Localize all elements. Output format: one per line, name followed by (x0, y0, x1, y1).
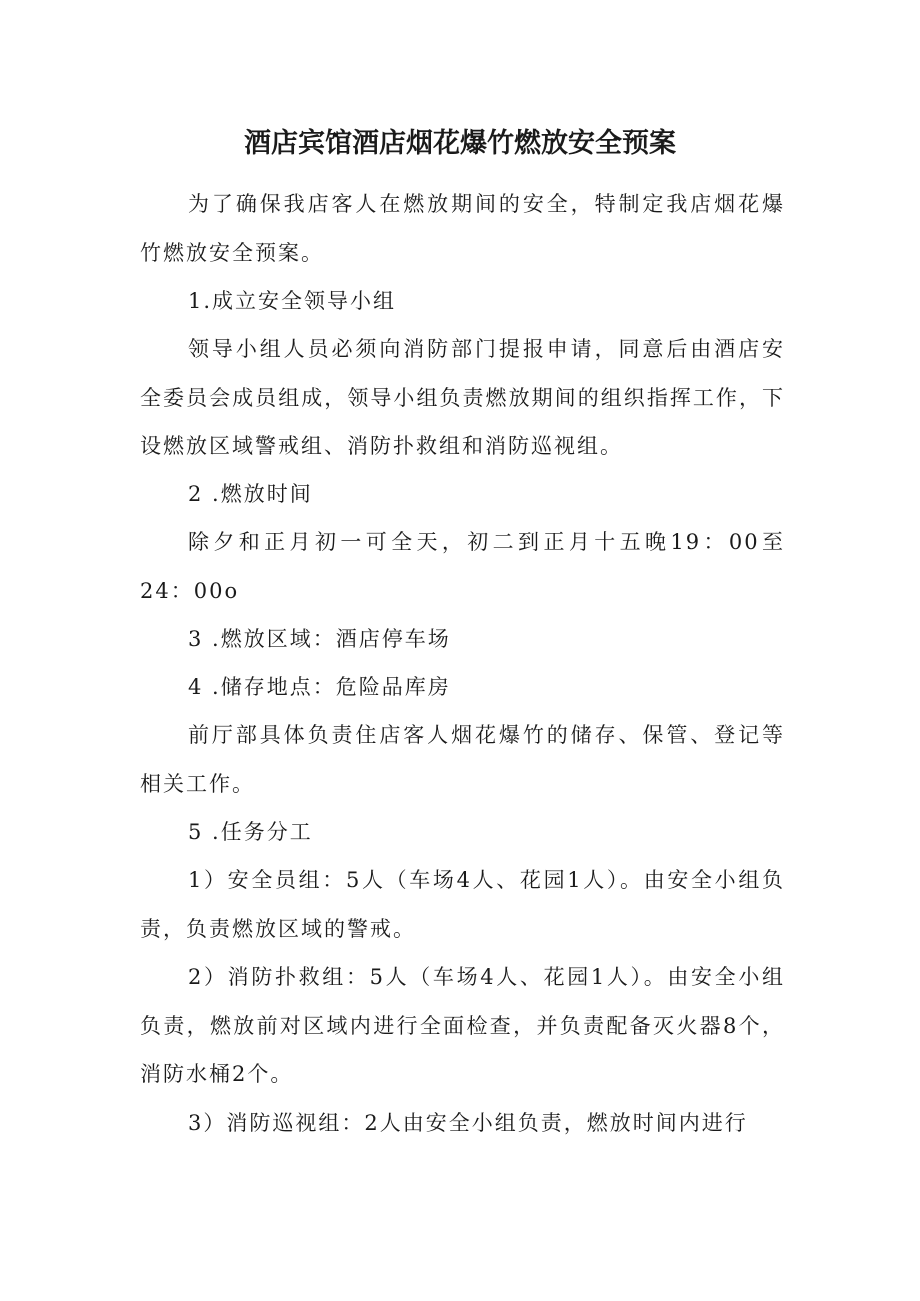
paragraph-leadership: 领导小组人员必须向消防部门提报申请，同意后由酒店安全委员会成员组成，领导小组负责燃放期间的组织指挥工作，下设燃放区域警戒组、消防扑救组和消防巡视组。 (140, 337, 785, 458)
paragraph-heading-5: 5 .任务分工 (188, 820, 313, 844)
paragraph-task-3: 3）消防巡视组：2人由安全小组负责，燃放时间内进行 (188, 1111, 748, 1135)
paragraph-task-2: 2）消防扑救组：5人（车场4人、花园1人）。由安全小组负责，燃放前对区域内进行全面检查，并负责配备灭火器8个，消防水桶2个。 (140, 965, 785, 1086)
document-title: 酒店宾馆酒店烟花爆竹燃放安全预案 (244, 128, 676, 159)
paragraph-time: 除夕和正月初一可全天，初二到正月十五晚19：00至24：00o (140, 530, 785, 603)
paragraph-heading-3: 3 .燃放区域：酒店停车场 (188, 627, 451, 651)
paragraph-intro: 为了确保我店客人在燃放期间的安全，特制定我店烟花爆竹燃放安全预案。 (140, 192, 785, 265)
paragraph-heading-2: 2 .燃放时间 (188, 482, 313, 506)
paragraph-heading-1: 1.成立安全领导小组 (188, 289, 397, 313)
paragraph-task-1: 1）安全员组：5人（车场4人、花园1人）。由安全小组负责，负责燃放区域的警戒。 (140, 868, 785, 941)
paragraph-storage: 前厅部具体负责住店客人烟花爆竹的储存、保管、登记等相关工作。 (140, 723, 785, 796)
paragraph-heading-4: 4 .储存地点：危险品库房 (188, 675, 451, 699)
